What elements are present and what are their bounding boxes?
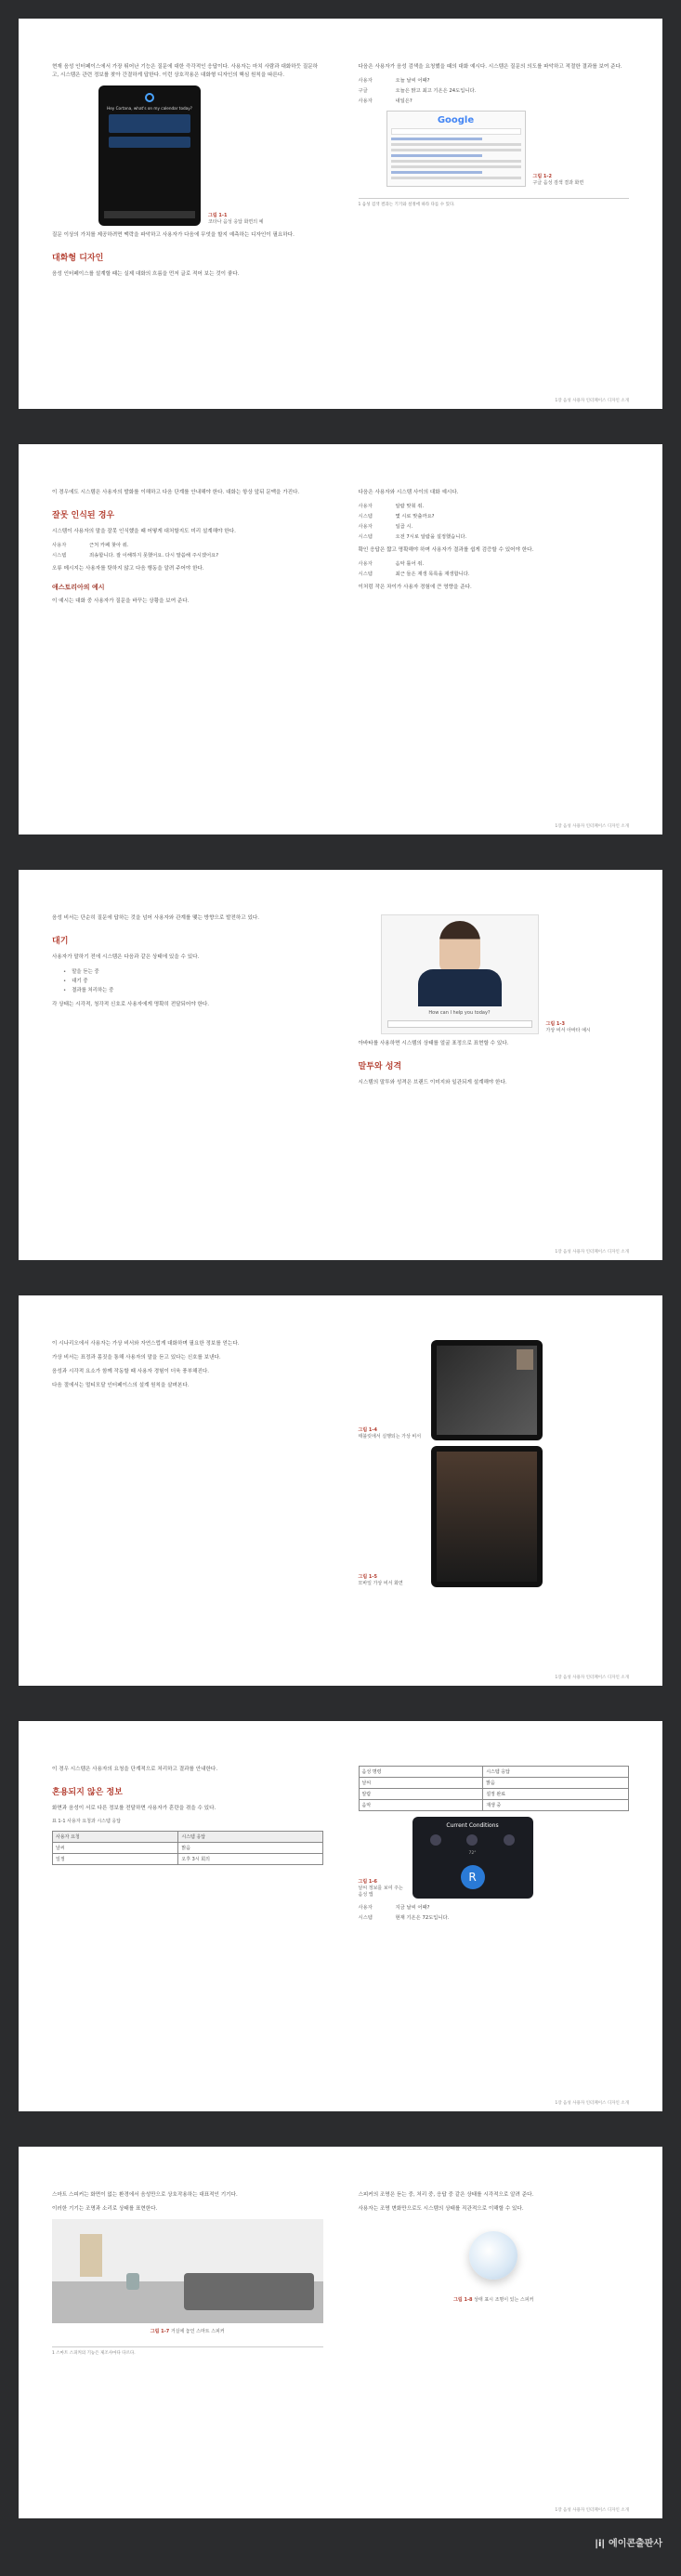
table-row: 일정 오후 3시 회의 [53,1854,323,1865]
calendar-card [109,137,190,148]
body-text: 시스템의 말투와 성격은 브랜드 이미지와 일관되게 설계해야 한다. [358,1080,507,1085]
body-text: 이 시나리오에서 사용자는 가상 비서와 자연스럽게 대화하며 필요한 정보를 얻는다. [52,1341,240,1347]
body-text: 현재 음성 인터페이스에서 가장 뛰어난 기능은 질문에 대한 즉각적인 응답이다. 사용자는 마치 사람과 대화하듯 질문하고, 시스템은 관련 정보를 찾아 간결하게 답한다. 이런 상호작용은 대화형 디자인의 핵심 원칙을 따른다. [52,64,319,78]
speaker-photo [359,2219,630,2292]
body-text: 시스템이 사용자의 말을 잘못 인식했을 때 어떻게 대처할지도 미리 설계해야 한다. [52,529,236,534]
calendar-card [109,114,190,133]
chat-input [387,1020,532,1028]
microphone-button[interactable]: R [461,1865,485,1889]
right-page [359,1340,630,1669]
table-row: 음악 재생 중 [359,1800,629,1811]
body-text: 가상 비서는 표정과 몸짓을 통해 사용자의 말을 듣고 있다는 신호를 보낸다. [52,1355,221,1360]
list-item: • 대기 중 [63,977,323,986]
phone-screenshot [98,85,201,226]
data-table [52,1831,323,1865]
table-header: 사용자 요청 [53,1832,178,1843]
smart-speaker [126,2273,139,2290]
cloud-icon [466,1834,478,1846]
left-page [52,1340,323,1669]
avatar-body [418,969,502,1006]
section-heading: 대화형 디자인 [52,254,104,263]
right-page [359,63,630,392]
rain-icon [504,1834,515,1846]
section-heading: 혼용되지 않은 정보 [52,1788,123,1797]
weather-title: Current Conditions [446,1822,499,1829]
dialog-block: 사용자 근처 카페 찾아 줘. 시스템 죄송합니다. 잘 이해하지 못했어요. 다시 말씀해 주시겠어요? [52,543,219,559]
google-logo: Google [437,115,475,125]
avatar-prompt: How can I help you today? [428,1010,491,1016]
footnote: 1 음성 검색 결과는 기기와 설정에 따라 다를 수 있다. [359,198,630,207]
page-spread-1 [19,19,662,409]
section-heading: 대기 [52,937,69,946]
table-row: 날씨 맑음 [53,1843,323,1854]
dialog-block: 사용자 지금 날씨 어때? 시스템 현재 기온은 72도입니다. [358,1905,450,1921]
bullet-list [52,967,323,995]
body-text: 아바타를 사용하면 시스템의 상태를 얼굴 표정으로 표현할 수 있다. [358,1041,509,1046]
table-header: 시스템 응답 [178,1832,322,1843]
figure-caption: 그림 1-3 가상 비서 아바타 예시 [545,1021,591,1033]
left-page [52,489,323,818]
phone-input-bar [104,211,195,218]
dialog-block: 사용자 음악 틀어 줘. 시스템 최근 들은 재생 목록을 재생합니다. [358,561,470,577]
body-text: 확인 응답은 짧고 명확해야 하며 사용자가 결과를 쉽게 검증할 수 있어야 한다. [358,547,534,553]
list-item: • 결과를 처리하는 중 [63,986,323,995]
body-text: 이 경우 시스템은 사용자의 요청을 단계적으로 처리하고 결과를 안내한다. [52,1767,218,1772]
dialog-block: 사용자 오늘 날씨 어때? 구글 오늘은 맑고 최고 기온은 24도입니다. 사용자 내일은? [358,78,477,104]
figure-caption: 그림 1-1 코타나 음성 응답 화면의 예 [208,213,264,225]
orb-speaker [469,2231,517,2280]
body-text: 각 상태는 시각적, 청각적 신호로 사용자에게 명확히 전달되어야 한다. [52,1002,210,1007]
table-title: 표 1-1 사용자 요청과 시스템 응답 [52,1819,122,1824]
body-text: 다음 절에서는 멀티모달 인터페이스의 설계 원칙을 살펴본다. [52,1383,190,1388]
phone-query-text: Hey Cortana, what's on my calendar today? [107,106,192,111]
body-text: 사용자가 말하기 전에 시스템은 다음과 같은 상태에 있을 수 있다. [52,954,200,960]
figure-caption: 그림 1-7 거실에 놓인 스마트 스피커 [150,2329,225,2334]
page-spread-6 [19,2147,662,2518]
body-text: 스마트 스피커는 화면이 없는 환경에서 음성만으로 상호작용하는 대표적인 기기다. [52,2192,238,2198]
page-footer: 1장 음성 사용자 인터페이스 디자인 소개 [555,1250,629,1255]
right-page [359,489,630,818]
right-page [359,914,630,1243]
page-footer: 1장 음성 사용자 인터페이스 디자인 소개 [555,824,629,829]
video-thumbnail [517,1349,533,1370]
dialog-block: 사용자 알람 맞춰 줘. 시스템 몇 시로 맞출까요? 사용자 일곱 시. 시스템 오전 7시로 알람을 설정했습니다. [358,504,467,540]
subsection-heading: 애스토리아의 예시 [52,584,105,591]
table-row: 음성 명령 시스템 응답 [359,1767,629,1778]
temperature: 72° [468,1851,477,1856]
left-page [52,1766,323,2095]
weather-app-screenshot [413,1817,533,1899]
page-spread-5 [19,1721,662,2111]
body-text: 오류 메시지는 사용자를 탓하지 않고 다음 행동을 알려 주어야 한다. [52,566,204,572]
figure-caption: 그림 1-2 구글 음성 검색 결과 화면 [532,174,584,186]
body-text: 다음은 사용자와 시스템 사이의 대화 예시다. [358,490,459,495]
body-text: 질문 이상의 가치를 제공하려면 맥락을 파악하고 사용자가 다음에 무엇을 할지 예측하는 디자인이 필요하다. [52,232,295,238]
body-text: 스피커의 조명은 듣는 중, 처리 중, 응답 중 같은 상태를 시각적으로 알려 준다. [358,2192,534,2198]
page-footer: 1장 음성 사용자 인터페이스 디자인 소개 [555,2508,629,2513]
body-text: 음성 비서는 단순히 질문에 답하는 것을 넘어 사용자와 관계를 맺는 방향으로 발전하고 있다. [52,915,260,921]
search-box [391,128,521,135]
body-text: 화면과 음성이 서로 다른 정보를 전달하면 사용자가 혼란을 겪을 수 있다. [52,1806,216,1811]
section-heading: 말투와 성격 [358,1062,402,1071]
body-text: 음성 인터페이스를 설계할 때는 실제 대화의 흐름을 먼저 글로 적어 보는 것이 좋다. [52,271,240,277]
page-spread-3 [19,870,662,1260]
right-page [359,1766,630,2095]
body-text: 이처럼 작은 차이가 사용자 경험에 큰 영향을 준다. [358,585,472,590]
google-search-screenshot [386,111,526,187]
avatar-head [439,921,480,973]
section-heading: 잘못 인식된 경우 [52,511,115,520]
page-spread-2 [19,444,662,835]
right-page [359,2191,630,2502]
cortana-icon [145,93,154,102]
page-spread-4 [19,1295,662,1686]
body-text: 다음은 사용자가 음성 검색을 요청했을 때의 대화 예시다. 시스템은 질문의 의도를 파악하고 적절한 결과를 보여 준다. [358,64,622,70]
body-text: 사용자는 조명 변화만으로도 시스템의 상태를 직관적으로 이해할 수 있다. [358,2206,524,2212]
left-page [52,63,323,392]
body-text: 이러한 기기는 조명과 소리로 상태를 표현한다. [52,2206,158,2212]
figure-caption: 그림 1-8 상태 표시 조명이 있는 스피커 [453,2297,534,2303]
body-text: 이 예시는 대화 중 사용자가 질문을 바꾸는 상황을 보여 준다. [52,598,190,604]
left-page [52,2191,323,2502]
lamp [80,2234,102,2277]
body-text: 음성과 시각적 요소가 함께 작동할 때 사용자 경험이 더욱 풍부해진다. [52,1369,210,1374]
footnote: 1 스마트 스피커의 기능은 제조사마다 다르다. [52,2346,323,2356]
tablet-screenshot [431,1340,543,1440]
page-footer: 1장 음성 사용자 인터페이스 디자인 소개 [555,399,629,403]
sofa [184,2273,314,2310]
table-row: 알람 설정 완료 [359,1789,629,1800]
publisher-logo: |i| 에이콘출판사 [595,2539,662,2549]
figure-caption: 그림 1-5 모바일 가상 비서 화면 [358,1574,403,1586]
table-row: 날씨 맑음 [359,1778,629,1789]
page-footer: 1장 음성 사용자 인터페이스 디자인 소개 [555,1676,629,1680]
body-text: 이 경우에도 시스템은 사용자의 발화를 이해하고 다음 단계를 안내해야 한다. 대화는 항상 앞뒤 문맥을 가진다. [52,490,300,495]
list-item: • 말을 듣는 중 [63,967,323,977]
living-room-photo [52,2219,323,2323]
figure-caption: 그림 1-6 날씨 정보를 보여 주는 음성 앱 [358,1879,403,1898]
page-footer: 1장 음성 사용자 인터페이스 디자인 소개 [555,2101,629,2106]
phone-screenshot [431,1446,543,1587]
data-table [359,1766,630,1811]
sun-icon [430,1834,441,1846]
publisher-mark-icon: |i| [595,2539,606,2549]
left-page [52,914,323,1243]
avatar-screenshot [381,914,539,1034]
figure-caption: 그림 1-4 태블릿에서 실행되는 가상 비서 [358,1427,422,1439]
